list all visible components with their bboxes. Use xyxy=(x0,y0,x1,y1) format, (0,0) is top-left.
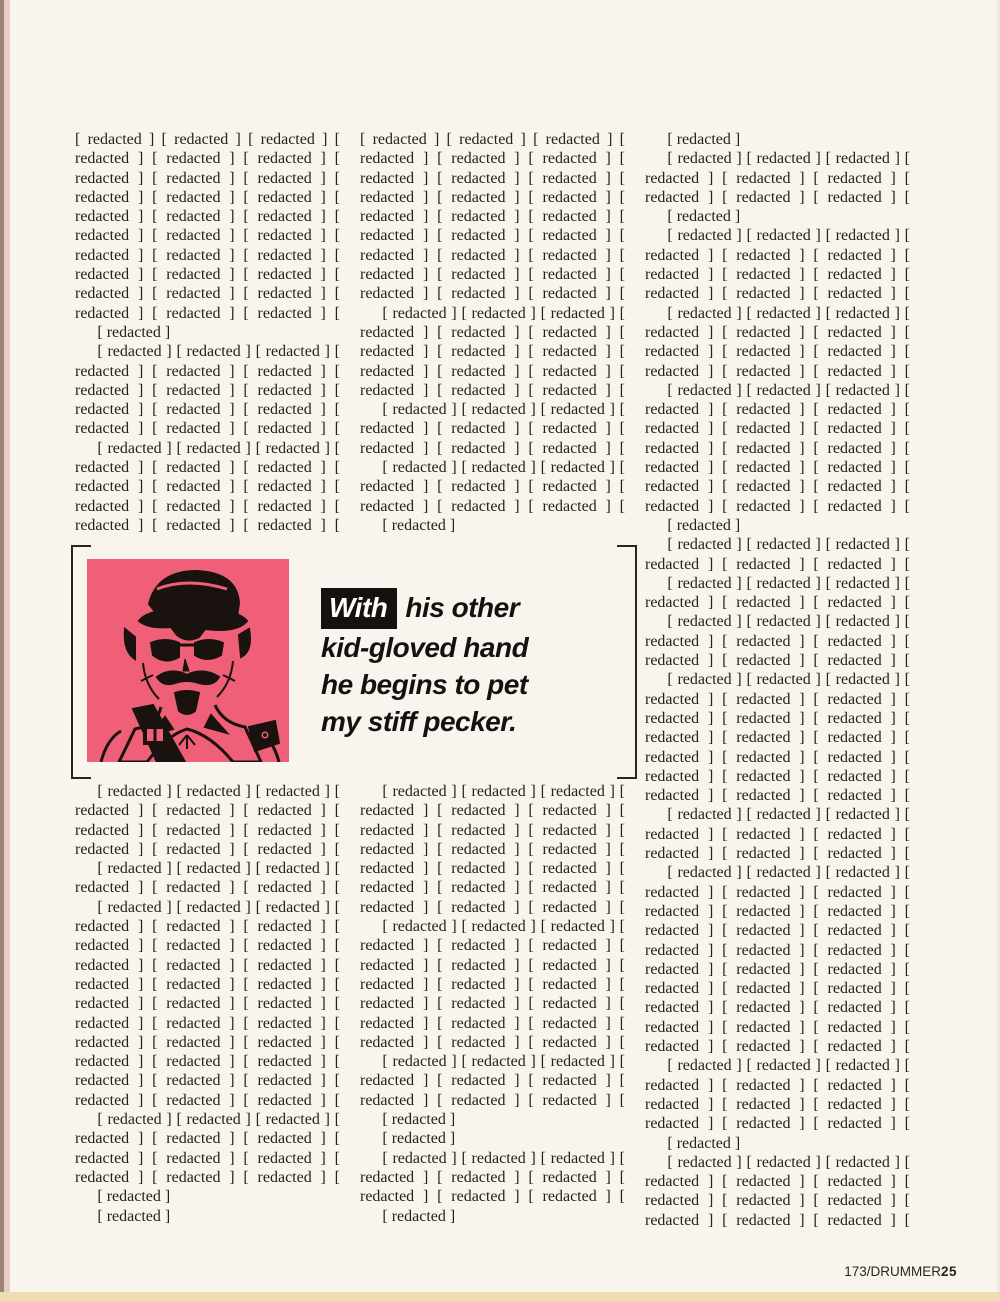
column-2-lower xyxy=(360,782,625,1228)
paragraph-redacted: [ redacted ] [ redacted ] [ redacted ] [ redacted ] [ redacted ] [ redacted ] [ redacted ] [ redacted ] [ redacted ] [ redacted ] [ redacted ] [ redacted ] [ redacted ] [ redacted ] [ redacted ] [ xyxy=(75,439,340,533)
paragraph-redacted: [ redacted ] [ redacted ] [ redacted ] [ redacted ] [ redacted ] [ redacted ] [ redacted ] [ redacted ] [ redacted ] [ redacted ] [ redacted ] [ redacted ] [ xyxy=(75,1111,340,1186)
paragraph-redacted: [ redacted ] [ redacted ] [ redacted ] [ redacted ] [ redacted ] [ redacted ] [ redacted ] [ redacted ] [ redacted ] [ xyxy=(645,613,910,670)
paragraph-redacted: [ redacted ] [ redacted ] [ redacted ] [ redacted ] [ redacted ] [ redacted ] [ redacted ] [ redacted ] [ redacted ] [ redacted ] [ redacted ] [ redacted ] [ redacted ] [ redacted ] [ redacted ] [ redacted ] [ redacted ] [ redacted ] [ redacted ] [ redacted ] [ redacted ] [ redacted ] [ redacted ] [ redacted ] [ redacted ] [ redacted ] [ redacted ] [ redacted ] [ redacted ] [ redacted ] [ redacted ] [ redacted ] [ redacted ] [ xyxy=(75,898,340,1109)
column-2-upper xyxy=(360,130,625,533)
paragraph-redacted: [ redacted ] [ redacted ] [ redacted ] [ redacted ] [ redacted ] [ redacted ] [ redacted ] [ redacted ] [ redacted ] [ redacted ] [ redacted ] [ redacted ] [ xyxy=(75,783,340,858)
page-content xyxy=(75,130,910,1228)
paragraph-redacted: [ redacted ] xyxy=(382,1207,456,1225)
paragraph-redacted: [ redacted ] [ redacted ] [ redacted ] [ redacted ] [ redacted ] [ redacted ] [ redacted ] [ redacted ] [ redacted ] [ redacted ] [ redacted ] [ redacted ] [ xyxy=(645,227,910,303)
paragraph-redacted: [ redacted ] [ redacted ] [ redacted ] [ redacted ] [ redacted ] [ redacted ] [ redacted ] [ redacted ] [ redacted ] [ redacted ] [ redacted ] [ redacted ] [ redacted ] [ redacted ] [ redacted ] [ xyxy=(360,304,625,399)
paragraph-redacted: [ redacted ] xyxy=(97,1188,171,1206)
pull-quote-line-1: his other xyxy=(405,592,520,623)
column-1-upper xyxy=(75,130,340,533)
paragraph-redacted: [ redacted ] [ redacted ] [ redacted ] [ redacted ] [ redacted ] [ redacted ] [ redacted ] [ redacted ] [ redacted ] [ redacted ] [ redacted ] [ redacted ] [ xyxy=(645,1057,910,1133)
paragraph-redacted: [ redacted ] [ redacted ] [ redacted ] [ redacted ] [ redacted ] [ redacted ] [ xyxy=(75,860,340,897)
scan-edge-left-pink xyxy=(4,0,10,1301)
paragraph-redacted: [ redacted ] xyxy=(667,1134,741,1152)
paragraph-redacted: [ redacted ] [ redacted ] [ redacted ] [ redacted ] [ redacted ] [ redacted ] [ redacted ] [ redacted ] [ redacted ] [ xyxy=(645,150,910,206)
paragraph-redacted: [ redacted ] xyxy=(667,208,741,226)
paragraph-redacted: [ redacted ] [ redacted ] [ redacted ] [ redacted ] [ redacted ] [ redacted ] [ xyxy=(645,536,910,573)
paragraph-redacted: [ redacted ] [ redacted ] [ redacted ] [ redacted ] [ redacted ] [ redacted ] [ redacted ] [ redacted ] [ redacted ] [ xyxy=(360,459,625,515)
paragraph-redacted: [ redacted ] [ redacted ] [ redacted ] [ redacted ] [ redacted ] [ redacted ] [ redacted ] [ redacted ] [ redacted ] [ redacted ] [ redacted ] [ redacted ] [ redacted ] [ redacted ] [ redacted ] [ redacted ] [ redacted ] [ redacted ] [ redacted ] [ redacted ] [ redacted ] [ redacted ] [ redacted ] [ redacted ] [ redacted ] [ redacted ] [ redacted ] [ redacted ] [ redacted ] [ redacted ] [ xyxy=(645,864,910,1055)
paragraph-redacted: [ redacted ] [ redacted ] [ redacted ] [ redacted ] [ redacted ] [ redacted ] [ redacted ] [ redacted ] [ redacted ] [ redacted ] [ redacted ] [ redacted ] [ redacted ] [ redacted ] [ redacted ] [ redacted ] [ redacted ] [ redacted ] [ redacted ] [ redacted ] [ redacted ] [ xyxy=(360,783,625,916)
paragraph-redacted: [ redacted ] [ redacted ] [ redacted ] [ redacted ] [ redacted ] [ redacted ] [ redacted ] [ redacted ] [ redacted ] [ redacted ] [ redacted ] [ redacted ] [ redacted ] [ redacted ] [ redacted ] [ redacted ] [ redacted ] [ redacted ] [ redacted ] [ redacted ] [ redacted ] [ redacted ] [ redacted ] [ redacted ] [ redacted ] [ redacted ] [ redacted ] [ xyxy=(360,131,625,303)
leatherman-illustration xyxy=(87,559,289,762)
paragraph-redacted: [ redacted ] [ redacted ] [ redacted ] [ redacted ] [ redacted ] [ redacted ] [ redacted ] [ redacted ] [ redacted ] [ xyxy=(360,1053,625,1109)
paragraph-redacted: [ redacted ] [ redacted ] [ redacted ] [ redacted ] [ redacted ] [ redacted ] [ redacted ] [ redacted ] [ redacted ] [ redacted ] [ redacted ] [ redacted ] [ xyxy=(645,1153,910,1228)
folio-issue-number: 25 xyxy=(940,1264,957,1279)
paragraph-redacted: [ redacted ] [ redacted ] [ redacted ] [ redacted ] [ redacted ] [ redacted ] [ redacted ] [ redacted ] [ redacted ] [ redacted ] [ redacted ] [ redacted ] [ redacted ] [ redacted ] [ redacted ] [ xyxy=(75,343,340,438)
paragraph-redacted: [ redacted ] xyxy=(667,131,741,148)
folio-text: 173/DRUMMER xyxy=(844,1264,941,1279)
paragraph-redacted: [ redacted ] [ redacted ] [ redacted ] [ redacted ] [ redacted ] [ redacted ] [ redacted ] [ redacted ] [ redacted ] [ redacted ] [ redacted ] [ redacted ] [ redacted ] [ redacted ] [ redacted ] [ redacted ] [ redacted ] [ redacted ] [ redacted ] [ redacted ] [ redacted ] [ xyxy=(645,671,910,805)
paragraph-redacted: [ redacted ] [ redacted ] [ redacted ] [ redacted ] [ redacted ] [ redacted ] [ redacted ] [ redacted ] [ redacted ] [ redacted ] [ redacted ] [ redacted ] [ redacted ] [ redacted ] [ redacted ] [ redacted ] [ redacted ] [ redacted ] [ redacted ] [ redacted ] [ redacted ] [ redacted ] [ redacted ] [ redacted ] [ redacted ] [ redacted ] [ redacted ] [ redacted ] [ redacted ] [ redacted ] [ xyxy=(75,131,340,322)
paragraph-redacted: [ redacted ] [ redacted ] [ redacted ] [ redacted ] [ redacted ] [ redacted ] [ xyxy=(645,574,910,612)
pull-quote-line-4: my stiff pecker. xyxy=(321,706,517,737)
pull-quote-line-2: kid-gloved hand xyxy=(321,632,529,663)
pull-quote xyxy=(321,588,637,740)
paragraph-redacted: [ redacted ] [ redacted ] [ redacted ] [ redacted ] [ redacted ] [ redacted ] [ redacted ] [ redacted ] [ redacted ] [ redacted ] [ redacted ] [ redacted ] [ redacted ] [ redacted ] [ redacted ] [ redacted ] [ redacted ] [ redacted ] [ redacted ] [ redacted ] [ redacted ] [ xyxy=(360,918,625,1051)
paragraph-redacted: [ redacted ] xyxy=(382,516,456,533)
scan-edge-bottom xyxy=(0,1292,1000,1301)
paragraph-redacted: [ redacted ] xyxy=(97,1207,171,1225)
paragraph-redacted: [ redacted ] xyxy=(97,324,171,341)
page-folio xyxy=(844,1264,957,1279)
paragraph-redacted: [ redacted ] xyxy=(382,1130,456,1148)
feature-panel xyxy=(71,545,637,779)
paragraph-redacted: [ redacted ] xyxy=(382,1111,456,1129)
pull-quote-highlight: With xyxy=(321,588,397,629)
paragraph-redacted: [ redacted ] [ redacted ] [ redacted ] [ redacted ] [ redacted ] [ redacted ] [ redacted ] [ redacted ] [ redacted ] [ xyxy=(645,806,910,863)
paragraph-redacted: [ redacted ] xyxy=(667,516,741,534)
column-1-lower xyxy=(75,782,340,1228)
paragraph-redacted: [ redacted ] [ redacted ] [ redacted ] [ redacted ] [ redacted ] [ redacted ] [ redacted ] [ redacted ] [ redacted ] [ redacted ] [ redacted ] [ redacted ] [ xyxy=(645,304,910,380)
column-3 xyxy=(645,130,910,1228)
paragraph-redacted: [ redacted ] [ redacted ] [ redacted ] [ redacted ] [ redacted ] [ redacted ] [ redacted ] [ redacted ] [ redacted ] [ xyxy=(360,401,625,457)
pull-quote-line-3: he begins to pet xyxy=(321,669,528,700)
paragraph-redacted: [ redacted ] [ redacted ] [ redacted ] [ redacted ] [ redacted ] [ redacted ] [ redacted ] [ redacted ] [ redacted ] [ xyxy=(360,1149,625,1206)
paragraph-redacted: [ redacted ] [ redacted ] [ redacted ] [ redacted ] [ redacted ] [ redacted ] [ redacted ] [ redacted ] [ redacted ] [ redacted ] [ redacted ] [ redacted ] [ redacted ] [ redacted ] [ redacted ] [ redacted ] [ redacted ] [ redacted ] [ redacted ] [ redacted ] [ redacted ] [ xyxy=(645,381,910,515)
